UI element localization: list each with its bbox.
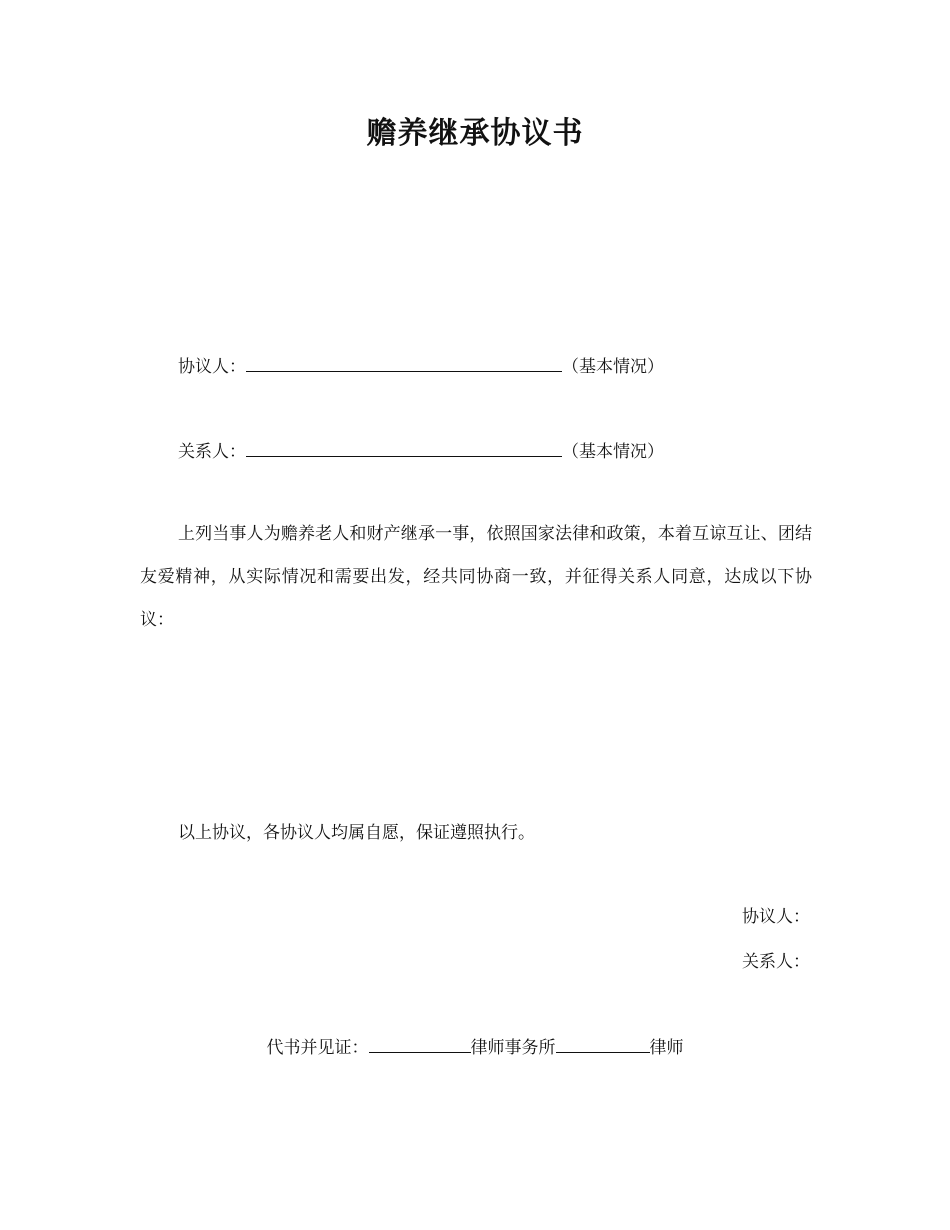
party1-note: （基本情况） bbox=[562, 357, 664, 377]
law-firm-suffix: 律师事务所 bbox=[470, 1038, 556, 1058]
lawyer-suffix: 律师 bbox=[649, 1038, 684, 1058]
signature-party2: 关系人： bbox=[742, 952, 810, 972]
signature-party1: 协议人： bbox=[742, 907, 810, 927]
party2-line bbox=[178, 438, 664, 464]
document-title: 赡养继承协议书 bbox=[366, 116, 584, 151]
closing-statement: 以上协议，各协议人均属自愿，保证遵照执行。 bbox=[178, 823, 535, 843]
party2-blank[interactable] bbox=[246, 438, 562, 457]
witness-line bbox=[0, 1034, 950, 1060]
witness-prefix: 代书并见证： bbox=[266, 1038, 369, 1058]
law-firm-blank[interactable] bbox=[369, 1034, 471, 1053]
party1-blank[interactable] bbox=[246, 353, 562, 372]
intro-paragraph: 上列当事人为赡养老人和财产继承一事，依照国家法律和政策，本着互谅互让、团结友爱精神，从实际情况和需要出发，经共同协商一致，并征得关系人同意，达成以下协议： bbox=[140, 524, 812, 630]
party2-label: 关系人： bbox=[178, 442, 246, 462]
party1-label: 协议人： bbox=[178, 357, 246, 377]
lawyer-blank[interactable] bbox=[556, 1034, 650, 1053]
party1-line bbox=[178, 353, 664, 379]
party2-note: （基本情况） bbox=[562, 442, 664, 462]
